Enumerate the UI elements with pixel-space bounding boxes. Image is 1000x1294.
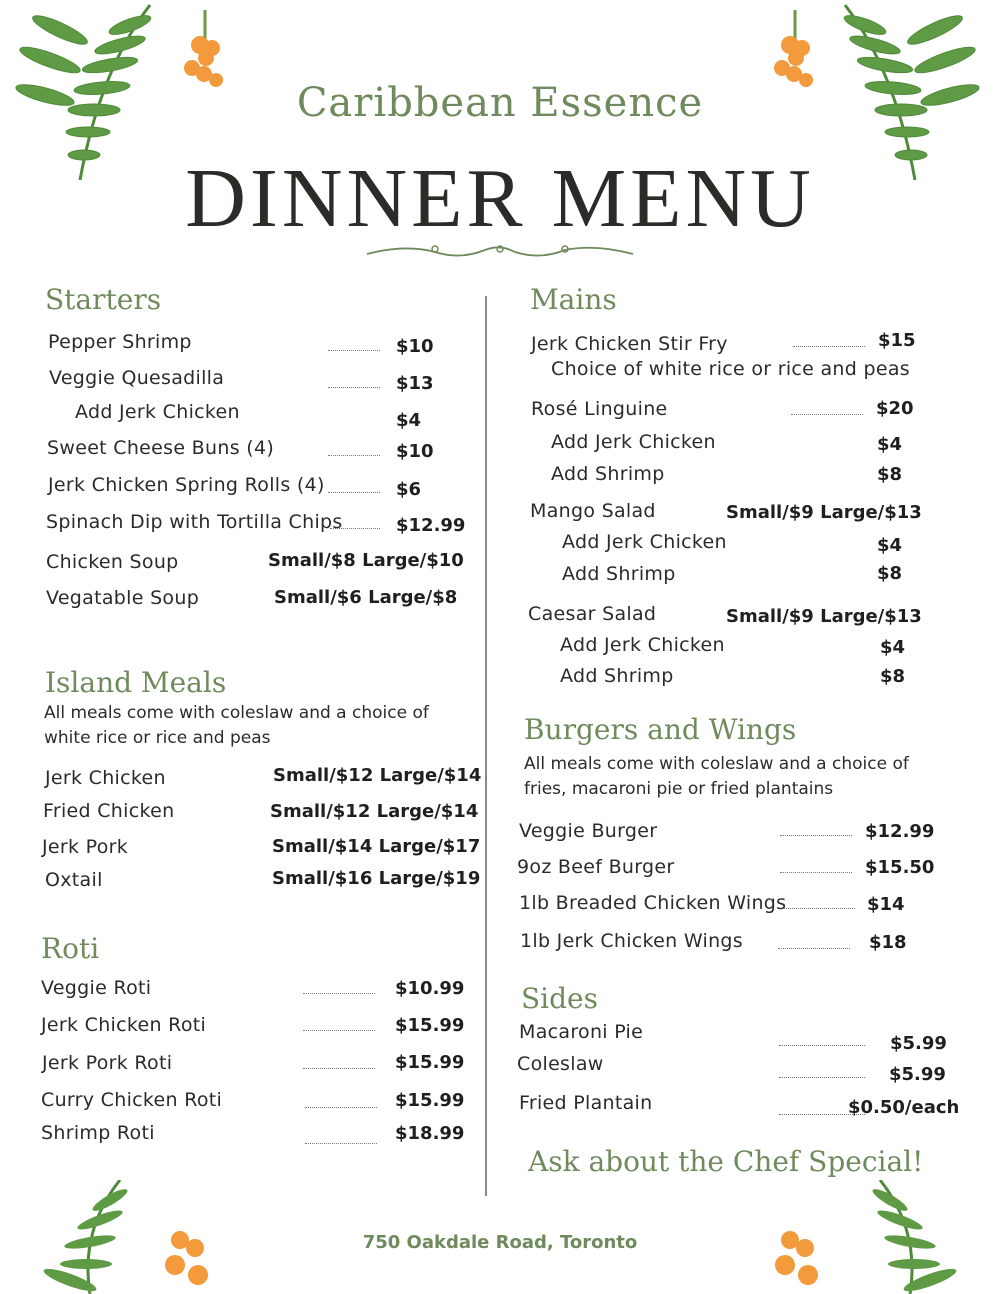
menu-item-name: Rosé Linguine: [531, 398, 668, 420]
menu-item-price: $18.99: [395, 1123, 465, 1144]
section-note: All meals come with coleslaw and a choice of: [524, 754, 909, 774]
menu-item-price: $8: [880, 666, 906, 687]
leader-dots: [783, 908, 855, 909]
leader-dots: [303, 1068, 375, 1069]
menu-item-name: 9oz Beef Burger: [517, 856, 675, 878]
address: 750 Oakdale Road, Toronto: [362, 1232, 638, 1253]
menu-item-name: Jerk Chicken Roti: [41, 1014, 207, 1036]
flower-icon: [170, 10, 240, 90]
menu-item-name: Jerk Chicken: [45, 767, 166, 789]
menu-item-addon: Add Shrimp: [562, 563, 676, 585]
menu-item-name: Pepper Shrimp: [48, 331, 192, 353]
menu-item-addon: Add Shrimp: [551, 463, 665, 485]
leader-dots: [305, 1143, 377, 1144]
menu-item-price: Small/$6 Large/$8: [274, 587, 458, 608]
menu-item-price: Small/$9 Large/$13: [726, 502, 922, 523]
leader-dots: [791, 414, 863, 415]
menu-item-name: Shrimp Roti: [41, 1122, 155, 1144]
menu-item-name: Vegatable Soup: [46, 587, 200, 609]
flourish-divider: [365, 240, 635, 264]
menu-item-price: $8: [877, 464, 903, 485]
menu-item-name: 1lb Breaded Chicken Wings: [519, 892, 787, 914]
menu-item-price: $20: [876, 398, 914, 419]
page-title: DINNER MENU: [185, 152, 815, 245]
menu-item-addon: Add Jerk Chicken: [75, 401, 240, 423]
menu-item-price: $0.50/each: [848, 1097, 960, 1118]
menu-item-price: Small/$14 Large/$17: [272, 836, 481, 857]
menu-item-price: $10.99: [395, 978, 465, 999]
menu-item-price: Small/$16 Large/$19: [272, 868, 481, 889]
menu-item-price: $5.99: [890, 1033, 947, 1054]
leader-dots: [303, 993, 375, 994]
chef-special-callout: Ask about the Chef Special!: [528, 1145, 924, 1178]
leader-dots: [779, 1045, 865, 1046]
leader-dots: [328, 492, 380, 493]
menu-item-price: $5.99: [889, 1064, 946, 1085]
menu-item-name: Sweet Cheese Buns (4): [47, 437, 275, 459]
menu-item-price: $15.99: [395, 1015, 465, 1036]
menu-item-price: $8: [877, 563, 903, 584]
menu-item-price: $13: [396, 373, 434, 394]
menu-item-name: Veggie Quesadilla: [49, 367, 225, 389]
menu-item-price: $4: [880, 637, 906, 658]
leader-dots: [778, 948, 850, 949]
menu-item-name: Jerk Pork: [42, 836, 129, 858]
menu-item-description: Choice of white rice or rice and peas: [551, 358, 910, 380]
menu-item-price: $12.99: [865, 821, 935, 842]
menu-item-price: $15.50: [865, 857, 935, 878]
menu-item-price: Small/$9 Large/$13: [726, 606, 922, 627]
column-divider: [485, 296, 487, 1196]
menu-item-name: Spinach Dip with Tortilla Chips: [46, 511, 343, 533]
menu-item-addon: Add Shrimp: [560, 665, 674, 687]
menu-item-price: $14: [867, 894, 905, 915]
menu-item-name: Fried Chicken: [43, 800, 175, 822]
menu-item-name: Jerk Pork Roti: [42, 1052, 173, 1074]
menu-item-name: Macaroni Pie: [519, 1021, 644, 1043]
menu-item-price: $15.99: [395, 1090, 465, 1111]
menu-item-price: $15: [878, 330, 916, 351]
leader-dots: [780, 835, 852, 836]
menu-item-price: $18: [869, 932, 907, 953]
menu-item-name: Caesar Salad: [528, 603, 657, 625]
menu-item-price: $10: [396, 336, 434, 357]
menu-item-addon: Add Jerk Chicken: [560, 634, 725, 656]
menu-item-name: Mango Salad: [530, 500, 656, 522]
section-heading-island-meals: Island Meals: [45, 666, 227, 699]
leader-dots: [779, 1077, 865, 1078]
section-note: fries, macaroni pie or fried plantains: [524, 779, 834, 799]
menu-item-addon: Add Jerk Chicken: [551, 431, 716, 453]
section-note: white rice or rice and peas: [44, 728, 271, 748]
menu-item-name: Oxtail: [45, 869, 103, 891]
menu-item-name: Chicken Soup: [46, 551, 179, 573]
menu-item-price: $15.99: [395, 1052, 465, 1073]
leader-dots: [305, 1107, 377, 1108]
menu-item-price: $10: [396, 441, 434, 462]
leader-dots: [328, 455, 380, 456]
brand-name: Caribbean Essence: [296, 80, 704, 126]
menu-item-name: Jerk Chicken Spring Rolls (4): [48, 474, 325, 496]
leader-dots: [793, 346, 865, 347]
menu-item-price: $4: [877, 434, 903, 455]
section-note: All meals come with coleslaw and a choice of: [44, 703, 429, 723]
section-heading-mains: Mains: [530, 283, 617, 316]
menu-item-name: Fried Plantain: [519, 1092, 653, 1114]
section-heading-burgers-and-wings: Burgers and Wings: [524, 713, 797, 746]
section-heading-sides: Sides: [521, 982, 598, 1015]
leader-dots: [780, 872, 852, 873]
leader-dots: [330, 528, 380, 529]
menu-item-name: 1lb Jerk Chicken Wings: [520, 930, 743, 952]
leader-dots: [328, 350, 380, 351]
menu-item-price: $4: [396, 410, 422, 431]
menu-item-price: Small/$12 Large/$14: [270, 801, 479, 822]
menu-item-name: Veggie Roti: [41, 977, 152, 999]
leader-dots: [303, 1030, 375, 1031]
menu-item-price: $12.99: [396, 515, 466, 536]
section-heading-roti: Roti: [41, 932, 100, 965]
flower-icon: [760, 10, 830, 90]
menu-item-name: Curry Chicken Roti: [41, 1089, 223, 1111]
menu-item-name: Coleslaw: [517, 1053, 604, 1075]
menu-item-price: Small/$12 Large/$14: [273, 765, 482, 786]
menu-item-addon: Add Jerk Chicken: [562, 531, 727, 553]
section-heading-starters: Starters: [45, 283, 162, 316]
menu-item-name: Jerk Chicken Stir Fry: [531, 333, 728, 355]
menu-item-price: $4: [877, 535, 903, 556]
menu-item-name: Veggie Burger: [519, 820, 658, 842]
leader-dots: [328, 387, 380, 388]
menu-item-price: Small/$8 Large/$10: [268, 550, 464, 571]
menu-item-price: $6: [396, 479, 422, 500]
